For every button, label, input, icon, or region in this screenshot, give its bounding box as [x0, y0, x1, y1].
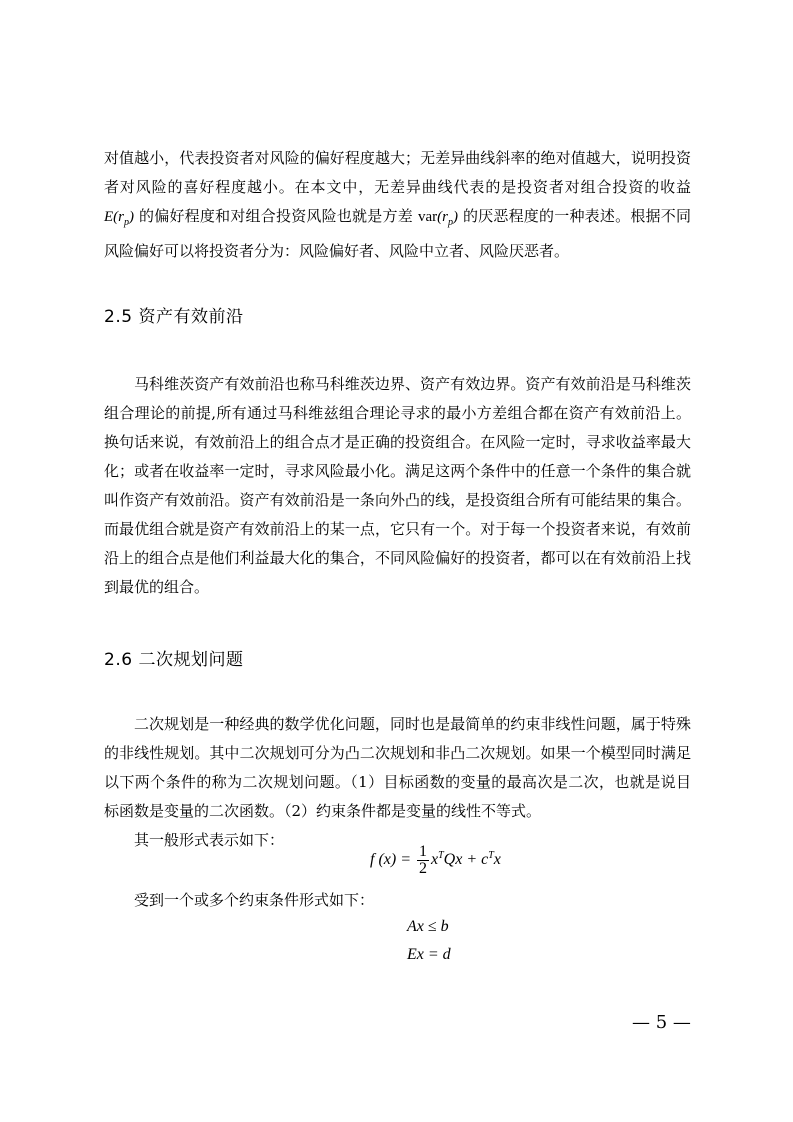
section-2-6-paragraph: 二次规划是一种经典的数学优化问题，同时也是最简单的约束非线性问题，属于特殊的非线性规划。其中二次规划可分为凸二次规划和非凸二次规划。如果一个模型同时满足以下两个条件的称为二次规划问题。（1）目标函数的变量的最高次是二次，也就是说目标函数是变量的二次函数。（2）约束条件都是变量的线性不等式。	[104, 715, 691, 820]
section-heading-2-5: 2.5 资产有效前沿	[104, 307, 244, 327]
objective-formula: f (x) = $\frac{1}{2}$ $x^TQx + c^Tx$	[370, 843, 501, 877]
general-form-label: 其一般形式表示如下：	[134, 831, 285, 849]
intro-paragraph	[104, 144, 691, 266]
formula-lhs: f (x) =	[370, 851, 411, 869]
inequality-constraint: Ax ≤ b	[407, 918, 449, 935]
intro-text-1: 对值越小，代表投资者对风险的偏好程度越大；无差异曲线斜率的绝对值越大，说明投资者对风险的喜好程度越小。在本文中，无差异曲线代表的是投资者对组合投资的收益	[104, 149, 691, 196]
page-number: — 5 —	[632, 1012, 691, 1033]
one-half-fraction	[417, 844, 429, 877]
section-2-5-paragraph: 马科维茨资产有效前沿也称马科维茨边界、资产有效边界。资产有效前沿是马科维茨组合理论的前提,所有通过马科维兹组合理论寻求的最小方差组合都在资产有效前沿上。换句话来说，有效前沿上的组合点才是正确的投资组合。在风险一定时，寻求收益率最大化；或者在收益率一定时，寻求风险最小化。满足这两个条件中的任意一个条件的集合就叫作资产有效前沿。资产有效前沿是一条向外凸的线，是投资组合所有可能结果的集合。而最优组合就是资产有效前沿上的某一点，它只有一个。对于每一个投资者来说，有效前沿上的组合点是他们利益最大化的集合，不同风险偏好的投资者，都可以在有效前沿上找到最优的组合。	[104, 375, 691, 596]
variance-expr: $var(r_p)$	[417, 209, 458, 228]
intro-text-2: 的偏好程度和对组合投资风险也就是方差	[139, 207, 413, 225]
constraints-label-block	[104, 886, 691, 915]
fraction-denominator: 2	[419, 860, 427, 877]
fraction-numerator: 1	[419, 843, 427, 860]
section-2-5-body	[104, 370, 691, 602]
section-heading-2-6: 2.6 二次规划问题	[104, 650, 244, 670]
intro-text-3: 的厌恶程度的一种表述。根据不同风险偏好可以将投资者分为：风险偏好者、风险中立者、风险厌恶者。	[104, 207, 691, 260]
expected-return-expr: $E(r_p)$	[104, 209, 135, 228]
equality-constraint: Ex = d	[407, 946, 451, 963]
section-2-6-body	[104, 710, 691, 855]
constraints-label: 受到一个或多个约束条件形式如下：	[134, 891, 375, 909]
